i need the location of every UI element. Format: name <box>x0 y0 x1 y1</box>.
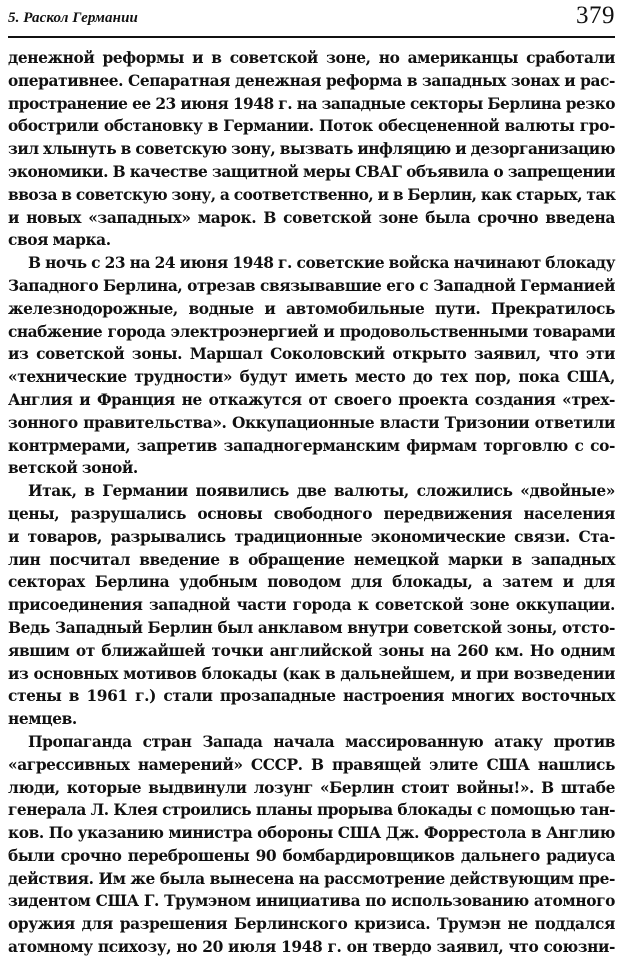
paragraph <box>8 252 615 480</box>
text-line: зидентом США Г. Трумэном инициатива по использованию атомного <box>8 892 615 911</box>
text-line: зонного правительства». Оккупационные власти Тризонии ответили <box>8 413 615 432</box>
text-line: стены в 1961 г.) стали прозападные настроения многих восточных <box>8 687 615 706</box>
text-line: из советской зоны. Маршал Соколовский открыто заявил, что эти <box>8 345 615 364</box>
page-number: 379 <box>576 2 615 29</box>
text-line: из основных мотивов блокады (как в дальнейшем, и при возведении <box>8 664 615 683</box>
text-line: действия. Им же была вынесена на рассмотрение действующим пре- <box>8 869 615 888</box>
text-line: оружия для разрешения Берлинского кризиса. Трумэн не поддался <box>8 915 615 934</box>
text-line: ков. По указанию министра обороны США Дж. Форрестола в Англию <box>8 824 615 843</box>
running-head <box>8 2 615 32</box>
text-line: и новых «западных» марок. В советской зоне была срочно введена <box>8 208 615 227</box>
text-line: присоединения западной части города к советской зоне оккупации. <box>8 596 615 615</box>
text-line: «агрессивных намерений» СССР. В правящей элите США нашлись <box>8 755 615 774</box>
text-line: ввоза в советскую зону, а соответственно, и в Берлин, как старых, так <box>8 185 616 204</box>
text-line: были срочно переброшены 90 бомбардировщиков дальнего радиуса <box>8 846 615 865</box>
text-line: явшим от ближайшей точки английской зоны на 260 км. Но одним <box>8 641 615 660</box>
chapter-title: 5. Раскол Германии <box>8 10 138 26</box>
text-line: немцев. <box>8 710 77 729</box>
text-line: люди, которые выдвинули лозунг «Берлин стоит войны!». В штабе <box>8 778 615 797</box>
text-line: лин посчитал введение в обращение немецкой марки в западных <box>8 550 615 569</box>
header-rule <box>8 36 615 38</box>
text-line: Англия и Франция не откажутся от своего проекта создания «трех- <box>8 390 615 409</box>
text-line: снабжение города электроэнергией и продовольственными товарами <box>8 322 615 341</box>
paragraph <box>8 731 615 959</box>
text-line: зил хлынуть в советскую зону, вызвать инфляцию и дезорганизацию <box>8 140 615 159</box>
text-line: В ночь с 23 на 24 июня 1948 г. советские войска начинают блокаду <box>28 254 616 273</box>
text-line: железнодорожные, водные и автомобильные пути. Прекратилось <box>8 299 615 318</box>
text-line: и товаров, разрывались традиционные экономические связи. Ста- <box>8 527 615 546</box>
paragraph <box>8 480 615 731</box>
text-line: Итак, в Германии появились две валюты, сложились «двойные» <box>28 482 615 501</box>
paragraph <box>8 47 615 252</box>
text-line: обострили обстановку в Германии. Поток обесцененной валюты гро- <box>8 117 615 136</box>
body-text <box>8 47 615 959</box>
text-line: Западного Берлина, отрезав связывавшие его с Западной Германией <box>8 276 615 295</box>
text-line: «технические трудности» будут иметь место до тех пор, пока США, <box>8 368 615 387</box>
text-line: генерала Л. Клея строились планы прорыва блокады с помощью тан- <box>8 801 615 820</box>
text-line: Ведь Западный Берлин был анклавом внутри советской зоны, отсто- <box>8 618 615 637</box>
text-line: пространение ее 23 июня 1948 г. на западные секторы Берлина резко <box>8 94 615 113</box>
text-line: Пропаганда стран Запада начала массированную атаку против <box>28 732 615 751</box>
text-line: ветской зоной. <box>8 459 138 478</box>
text-line: своя марка. <box>8 231 111 250</box>
text-line: атомному психозу, но 20 июля 1948 г. он твердо заявил, что союзни- <box>8 938 615 957</box>
text-line: цены, разрушались основы свободного передвижения населения <box>8 504 615 523</box>
text-line: секторах Берлина удобным поводом для блокады, а затем и для <box>8 573 615 592</box>
text-line: оперативнее. Сепаратная денежная реформа в западных зонах и рас- <box>8 71 615 90</box>
text-line: контрмерами, запретив западногерманским фирмам торговлю с со- <box>8 436 615 455</box>
text-line: денежной реформы и в советской зоне, но американцы сработали <box>8 49 615 67</box>
text-line: экономики. В качестве защитной меры СВАГ объявила о запрещении <box>8 162 615 181</box>
